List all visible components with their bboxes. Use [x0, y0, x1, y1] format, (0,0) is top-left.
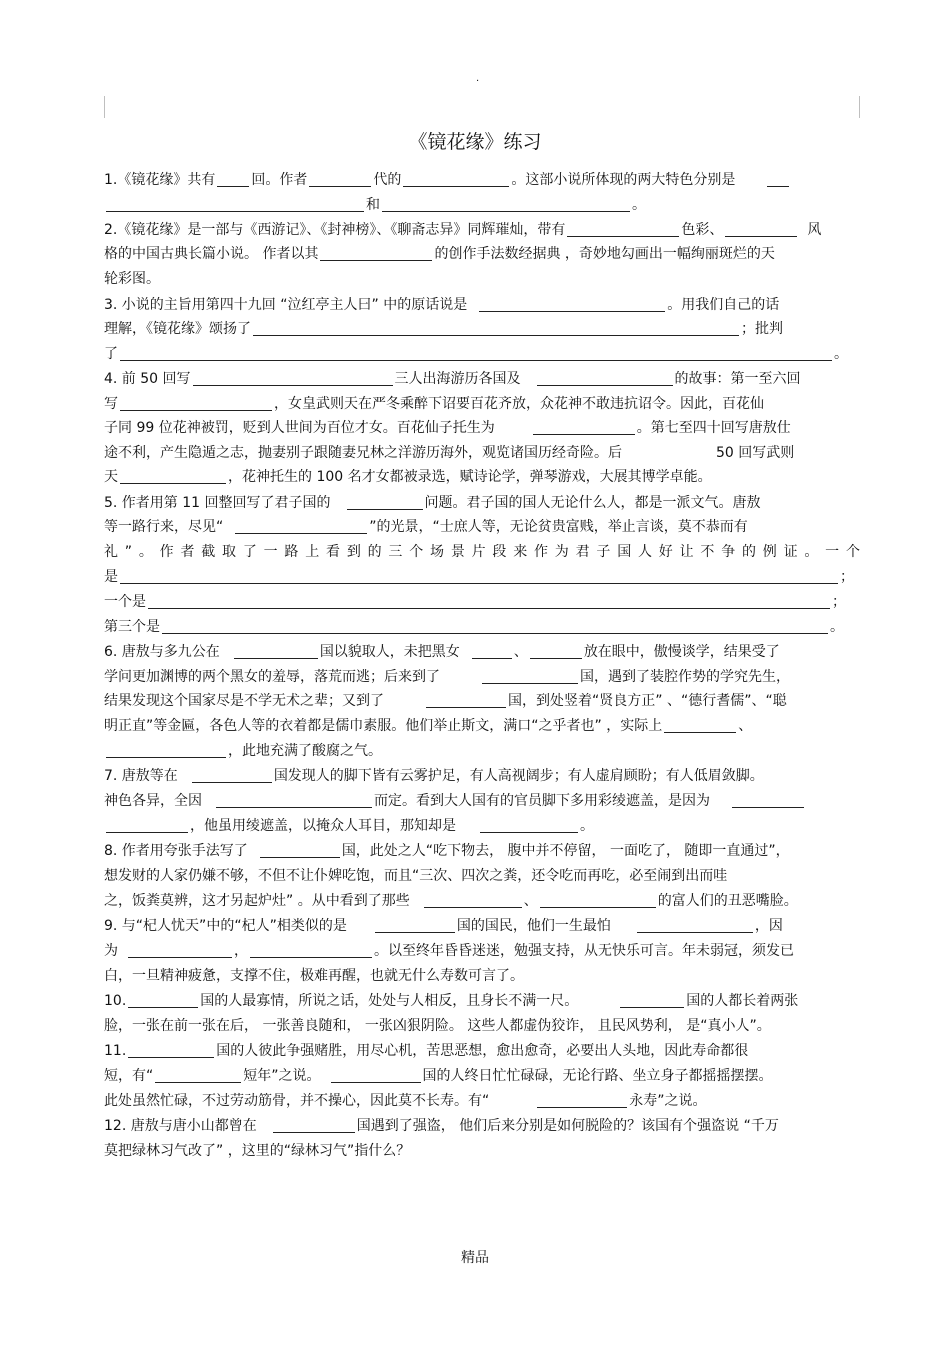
line-text: ； [832, 594, 846, 610]
line-text: ，因 [754, 918, 783, 934]
text-line [104, 441, 860, 465]
answer-blank[interactable] [375, 931, 455, 933]
line-text: 天 [104, 469, 118, 485]
answer-blank[interactable] [732, 806, 804, 808]
answer-blank[interactable] [216, 806, 372, 808]
text-line [104, 242, 860, 266]
text-line [104, 764, 860, 788]
text-line [104, 615, 860, 639]
page-footer: 精品 [461, 1250, 489, 1266]
line-text: 国，遇到了装腔作势的学究先生， [580, 669, 790, 685]
line-text: 想发财的人家仍嫌不够，不但不让仆婢吃饱，而且“三次、四次之粪，还令吃而再吃，必至闹到出而哇 [104, 868, 728, 884]
answer-blank[interactable] [482, 682, 578, 684]
answer-blank[interactable] [664, 731, 736, 733]
header-dot: . [476, 73, 480, 84]
line-text: ， [234, 943, 248, 959]
line-text: 5. 作者用第 11 回整回写了君子国的 [104, 495, 331, 511]
line-text: 短，有“ [104, 1068, 154, 1084]
answer-blank[interactable] [382, 210, 630, 212]
line-text: ，花神托生的 100 名才女都被录选，赋诗论学，弹琴游戏，大展其博学卓能。 [228, 469, 712, 485]
line-text: 而定。看到大人国有的官员脚下多用彩绫遮盖，是因为 [374, 793, 710, 809]
line-text: 6. 唐敖与多九公在 [104, 644, 220, 660]
line-text: 12. 唐敖与唐小山都曾在 [104, 1118, 257, 1134]
line-text: ； [840, 569, 854, 585]
line-text: ”的光景，“士庶人等，无论贫贵富贱，举止言谈，莫不恭而有 [369, 519, 748, 535]
line-text: ，女皇武则天在严冬乘醉下诏要百花齐放，众花神不敢违抗诏令。因此，百花仙 [274, 396, 764, 412]
answer-blank[interactable] [120, 359, 832, 361]
text-line [104, 540, 860, 564]
line-text: 三人出海游历各国及 [394, 371, 521, 387]
line-text: 风 [807, 222, 822, 238]
line-text: 明正直”等金匾，各色人等的衣着都是儒巾素服。他们举止斯文，满口“之乎者也” ，实际上 [104, 718, 663, 734]
text-line [104, 989, 860, 1013]
line-text: 学问更加渊博的两个黑女的羞辱，落荒而逃；后来到了 [104, 669, 440, 685]
line-text: 2.《镜花缘》是一部与《西游记》、《封神榜》、《聊斋志异》同辉璀灿，带有 [104, 222, 566, 238]
answer-blank[interactable] [320, 259, 432, 261]
answer-blank[interactable] [347, 508, 423, 510]
line-text: 结果发现这个国家尽是不学无术之辈；又到了 [104, 693, 384, 709]
line-text: 国的国民，他们一生最怕 [456, 918, 611, 934]
line-text: 代的 [373, 172, 402, 188]
answer-blank[interactable] [537, 384, 673, 386]
line-text: 途不利，产生隐遁之志，抛妻别子跟随妻兄林之洋游历海外，观览诸国历经奇险。后 [104, 445, 622, 461]
line-text: 。 [834, 346, 848, 362]
answer-blank[interactable] [424, 906, 522, 908]
answer-blank[interactable] [725, 235, 797, 237]
line-text: 、 [738, 718, 753, 734]
line-text: 的富人们的丑恶嘴脸。 [657, 893, 798, 909]
line-text: 短年”之说。 [243, 1068, 321, 1084]
answer-blank[interactable] [120, 409, 272, 411]
line-text: 礼”。作者截取了一路上看到的三个场景片段来作为君子国人好让不争的例证。一个 [104, 544, 860, 560]
text-line [104, 640, 860, 664]
answer-blank[interactable] [162, 632, 828, 634]
text-line [104, 1139, 860, 1163]
answer-blank[interactable] [192, 781, 272, 783]
text-line [104, 392, 860, 416]
text-line [104, 1114, 860, 1138]
text-line [104, 267, 860, 291]
line-text: 国的人都长着两张 [686, 993, 799, 1009]
line-text: 一个是 [104, 594, 146, 610]
line-text: 写 [104, 396, 118, 412]
answer-blank[interactable] [253, 334, 739, 336]
line-text: 。 [632, 197, 646, 213]
line-text: 理解，《镜花缘》颂扬了 [104, 321, 251, 337]
answer-blank[interactable] [331, 1081, 421, 1083]
text-line [104, 565, 860, 589]
line-text: 1.《镜花缘》共有 [104, 172, 216, 188]
line-text: 神色各异，全因 [104, 793, 202, 809]
line-text: 之，饭粪莫辨，这才另起炉灶” 。从中看到了那些 [104, 893, 410, 909]
answer-blank[interactable] [128, 1056, 214, 1058]
line-text: 第三个是 [104, 619, 160, 635]
answer-blank[interactable] [530, 657, 582, 659]
line-text: 和 [366, 197, 380, 213]
text-line [104, 839, 860, 863]
line-text: 10. [104, 993, 127, 1009]
text-line [104, 293, 860, 317]
text-line [104, 739, 860, 763]
line-text: 3. 小说的主旨用第四十九回 “泣红亭主人曰” 中的原话说是 [104, 297, 468, 313]
line-text: 永寿”之说。 [629, 1093, 707, 1109]
text-line [104, 193, 860, 217]
answer-blank[interactable] [533, 433, 635, 435]
text-line [104, 889, 860, 913]
line-text: 国以貌取人，未把黑女 [319, 644, 460, 660]
text-line [104, 939, 860, 963]
line-text: 了 [104, 346, 118, 362]
answer-blank[interactable] [235, 532, 367, 534]
page-margin-mark-left [104, 96, 105, 118]
line-text: 50 回写武则 [716, 445, 795, 461]
line-text: 色彩、 [681, 222, 724, 238]
answer-blank[interactable] [567, 235, 679, 237]
line-text: 11. [104, 1043, 127, 1059]
text-line [104, 864, 860, 888]
line-text: 。以至终年昏昏迷迷，勉强支持，从无快乐可言。年未弱冠，须发已 [374, 943, 794, 959]
answer-blank[interactable] [120, 482, 226, 484]
line-text: 等一路行来，尽见“ [104, 519, 224, 535]
answer-blank[interactable] [403, 185, 509, 187]
text-line [104, 367, 860, 391]
answer-blank[interactable] [480, 831, 578, 833]
line-text: 是 [104, 569, 118, 585]
answer-blank[interactable] [120, 582, 838, 584]
line-text: 问题。君子国的国人无论什么人，都是一派文气。唐敖 [424, 495, 761, 511]
answer-blank[interactable] [540, 906, 656, 908]
answer-blank[interactable] [472, 657, 512, 659]
line-text: 。第七至四十回写唐敖仕 [636, 420, 791, 436]
line-text: 回。作者 [251, 172, 308, 188]
answer-blank[interactable] [217, 185, 249, 187]
text-line [104, 1014, 862, 1038]
answer-blank[interactable] [128, 956, 232, 958]
line-text: 子同 99 位花神被罚，贬到人世间为百位才女。百花仙子托生为 [104, 420, 495, 436]
line-text: ；批判 [741, 321, 783, 337]
answer-blank[interactable] [260, 856, 340, 858]
answer-blank[interactable] [106, 831, 188, 833]
answer-blank[interactable] [479, 310, 665, 312]
answer-blank[interactable] [620, 1006, 684, 1008]
text-line [104, 1039, 860, 1063]
text-line [104, 914, 860, 938]
answer-blank[interactable] [537, 1106, 627, 1108]
line-text: 4. 前 50 回写 [104, 371, 191, 387]
text-line [104, 789, 860, 813]
text-line [104, 964, 860, 988]
answer-blank[interactable] [250, 956, 372, 958]
line-text: 轮彩图。 [104, 271, 160, 287]
text-line [104, 1064, 860, 1088]
line-text: 。这部小说所体现的两大特色分别是 [511, 172, 736, 188]
answer-blank[interactable] [637, 931, 753, 933]
text-line [104, 714, 860, 738]
text-line [104, 515, 860, 539]
line-text: 放在眼中，傲慢谈学，结果受了 [583, 644, 780, 660]
text-line [104, 168, 860, 192]
line-text: 8. 作者用夸张手法写了 [104, 843, 248, 859]
line-text: 莫把绿林习气改了” ，这里的“绿林习气”指什么？ [104, 1143, 411, 1159]
line-text: 7. 唐敖等在 [104, 768, 178, 784]
line-text: 、 [513, 644, 528, 660]
answer-blank[interactable] [273, 1131, 355, 1133]
line-text: 国，此处之人“吃下物去， 腹中并不停留， 一面吃了， 随即一直通过”， [341, 843, 790, 859]
line-text: 国的人终日忙忙碌碌，无论行路、坐立身子都摇摇摆摆。 [422, 1068, 773, 1084]
text-line [104, 491, 860, 515]
line-text: 国的人彼此争强赌胜，用尽心机，苦思恶想，愈出愈奇，必要出人头地，因此寿命都很 [216, 1043, 749, 1059]
text-line [104, 342, 860, 366]
answer-blank[interactable] [309, 185, 371, 187]
line-text: 为 [104, 943, 118, 959]
answer-blank[interactable] [106, 210, 364, 212]
text-line [104, 416, 860, 440]
line-text: 的创作手法数经据典 ，奇妙地勾画出一幅绚丽斑烂的天 [434, 246, 775, 262]
line-text: ，此地充满了酸腐之气。 [228, 743, 382, 759]
text-line [104, 317, 860, 341]
line-text: 、 [523, 893, 538, 909]
line-text: 脸，一张在前一张在后， 一张善良随和， 一张凶狠阴险。 这些人都虚伪狡诈， 且民风势利， 是“真小人”。 [104, 1018, 771, 1034]
text-line [104, 590, 860, 614]
line-text: ，他虽用绫遮盖，以掩众人耳目，那知却是 [190, 818, 456, 834]
answer-blank[interactable] [148, 607, 830, 609]
text-line [104, 465, 860, 489]
text-line [104, 689, 860, 713]
line-text: 的故事：第一至六回 [674, 371, 801, 387]
line-text: 。用我们自己的话 [667, 297, 780, 313]
answer-blank[interactable] [155, 1081, 241, 1083]
answer-blank[interactable] [128, 1006, 198, 1008]
answer-blank[interactable] [426, 706, 506, 708]
line-text: 此处虽然忙碌，不过劳动筋骨，并不操心，因此莫不长寿。有“ [104, 1093, 490, 1109]
text-line [104, 814, 860, 838]
line-text: 9. 与“杞人忧天”中的“杞人”相类似的是 [104, 918, 347, 934]
line-text: 国发现人的脚下皆有云雾护足，有人高视阔步；有人虚肩顾盼；有人低眉敛脚。 [273, 768, 764, 784]
answer-blank[interactable] [106, 756, 226, 758]
line-text: 格的中国古典长篇小说。 作者以其 [104, 246, 319, 262]
text-line [104, 218, 860, 242]
line-text: 国的人最寡情，所说之话，处处与人相反，且身长不满一尺。 [200, 993, 579, 1009]
page-margin-mark-right [859, 96, 860, 118]
line-text: 国，到处竖着“贤良方正” 、“德行耆儒”、“聪 [508, 693, 787, 709]
line-text: 国遇到了强盗， 他们后来分别是如何脱险的？该国有个强盗说 “千万 [356, 1118, 779, 1134]
line-text: 。 [580, 818, 594, 834]
text-line [104, 665, 860, 689]
line-text: 。 [830, 619, 844, 635]
line-text: 白，一旦精神疲惫，支撑不住，极难再醒，也就无什么寿数可言了。 [104, 968, 524, 984]
answer-blank[interactable] [193, 384, 393, 386]
text-line [104, 1089, 860, 1113]
answer-blank[interactable] [767, 185, 789, 187]
answer-blank[interactable] [234, 657, 318, 659]
page-title: 《镜花缘》练习 [408, 131, 542, 153]
